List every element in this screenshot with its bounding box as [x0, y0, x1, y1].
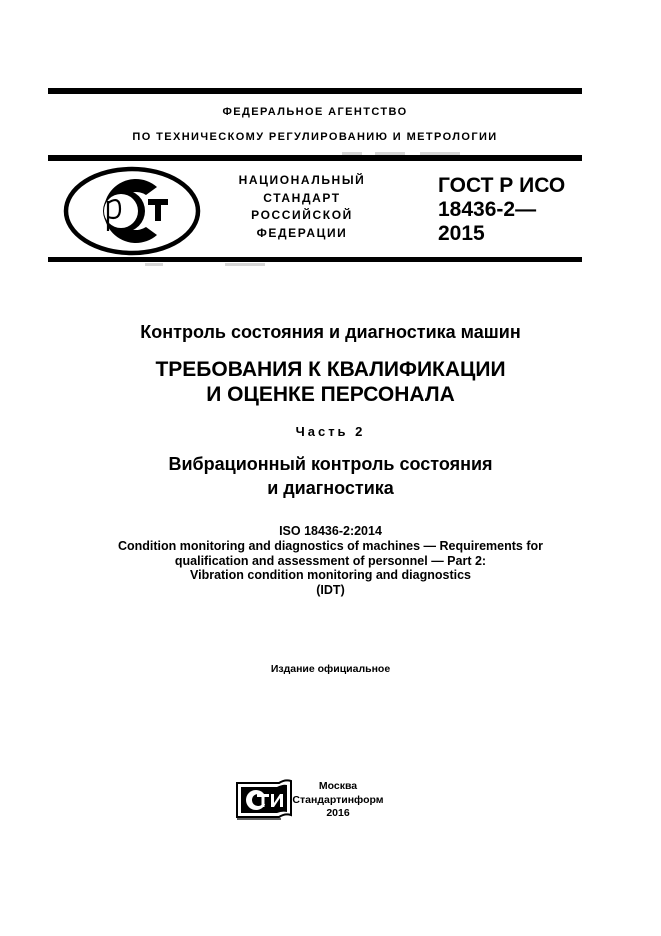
- standartinform-logo-icon: [235, 779, 293, 821]
- header-bottom-rule: [48, 155, 582, 161]
- part-title-line: и диагностика: [267, 478, 394, 498]
- iso-reference-line: qualification and assessment of personnel — Part 2:: [174, 553, 487, 568]
- national-label-line: РОССИЙСКОЙ: [251, 208, 353, 222]
- edition-label: Издание официальное: [270, 663, 391, 675]
- scan-artifact: [342, 152, 362, 155]
- scan-artifact: [420, 152, 460, 155]
- publisher-name: Стандартинформ: [292, 793, 384, 806]
- designation-line: ГОСТ Р ИСО: [438, 174, 566, 197]
- iso-reference-line: Vibration condition monitoring and diagnostics: [189, 568, 472, 583]
- part-title: [0, 452, 661, 500]
- scan-artifact: [225, 263, 265, 266]
- main-title-line: И ОЦЕНКЕ ПЕРСОНАЛА: [206, 383, 455, 406]
- standard-designation: [438, 174, 588, 246]
- scan-artifact: [375, 152, 405, 155]
- part-label: Часть 2: [295, 424, 366, 439]
- rst-gost-logo-icon: [62, 165, 202, 257]
- national-label-line: ФЕДЕРАЦИИ: [256, 225, 348, 240]
- top-rule: [48, 88, 582, 94]
- publisher-city: Москва: [318, 780, 358, 792]
- main-title-line: ТРЕБОВАНИЯ К КВАЛИФИКАЦИИ: [155, 358, 506, 381]
- iso-reference: [0, 524, 661, 598]
- iso-reference-line: (IDT): [316, 583, 345, 598]
- standard-block-bottom-rule: [48, 257, 582, 262]
- agency-name-line-2: ПО ТЕХНИЧЕСКОМУ РЕГУЛИРОВАНИЮ И МЕТРОЛОГИИ: [132, 131, 498, 143]
- agency-name-line-1: ФЕДЕРАЛЬНОЕ АГЕНТСТВО: [222, 106, 408, 118]
- publisher-info: [288, 780, 388, 821]
- national-label-line: НАЦИОНАЛЬНЫЙ: [238, 173, 366, 187]
- national-standard-label: [222, 172, 382, 242]
- series-title: Контроль состояния и диагностика машин: [140, 322, 521, 342]
- designation-line: 18436-2—: [438, 198, 537, 221]
- publication-year: 2016: [326, 807, 350, 819]
- designation-line: 2015: [438, 222, 485, 245]
- iso-reference-line: ISO 18436-2:2014: [279, 524, 382, 538]
- scan-artifact: [145, 263, 163, 266]
- iso-reference-line: Condition monitoring and diagnostics of machines — Requirements for: [117, 538, 544, 553]
- main-title: [0, 357, 661, 407]
- part-title-line: Вибрационный контроль состояния: [168, 454, 493, 474]
- national-label-line: СТАНДАРТ: [263, 190, 341, 205]
